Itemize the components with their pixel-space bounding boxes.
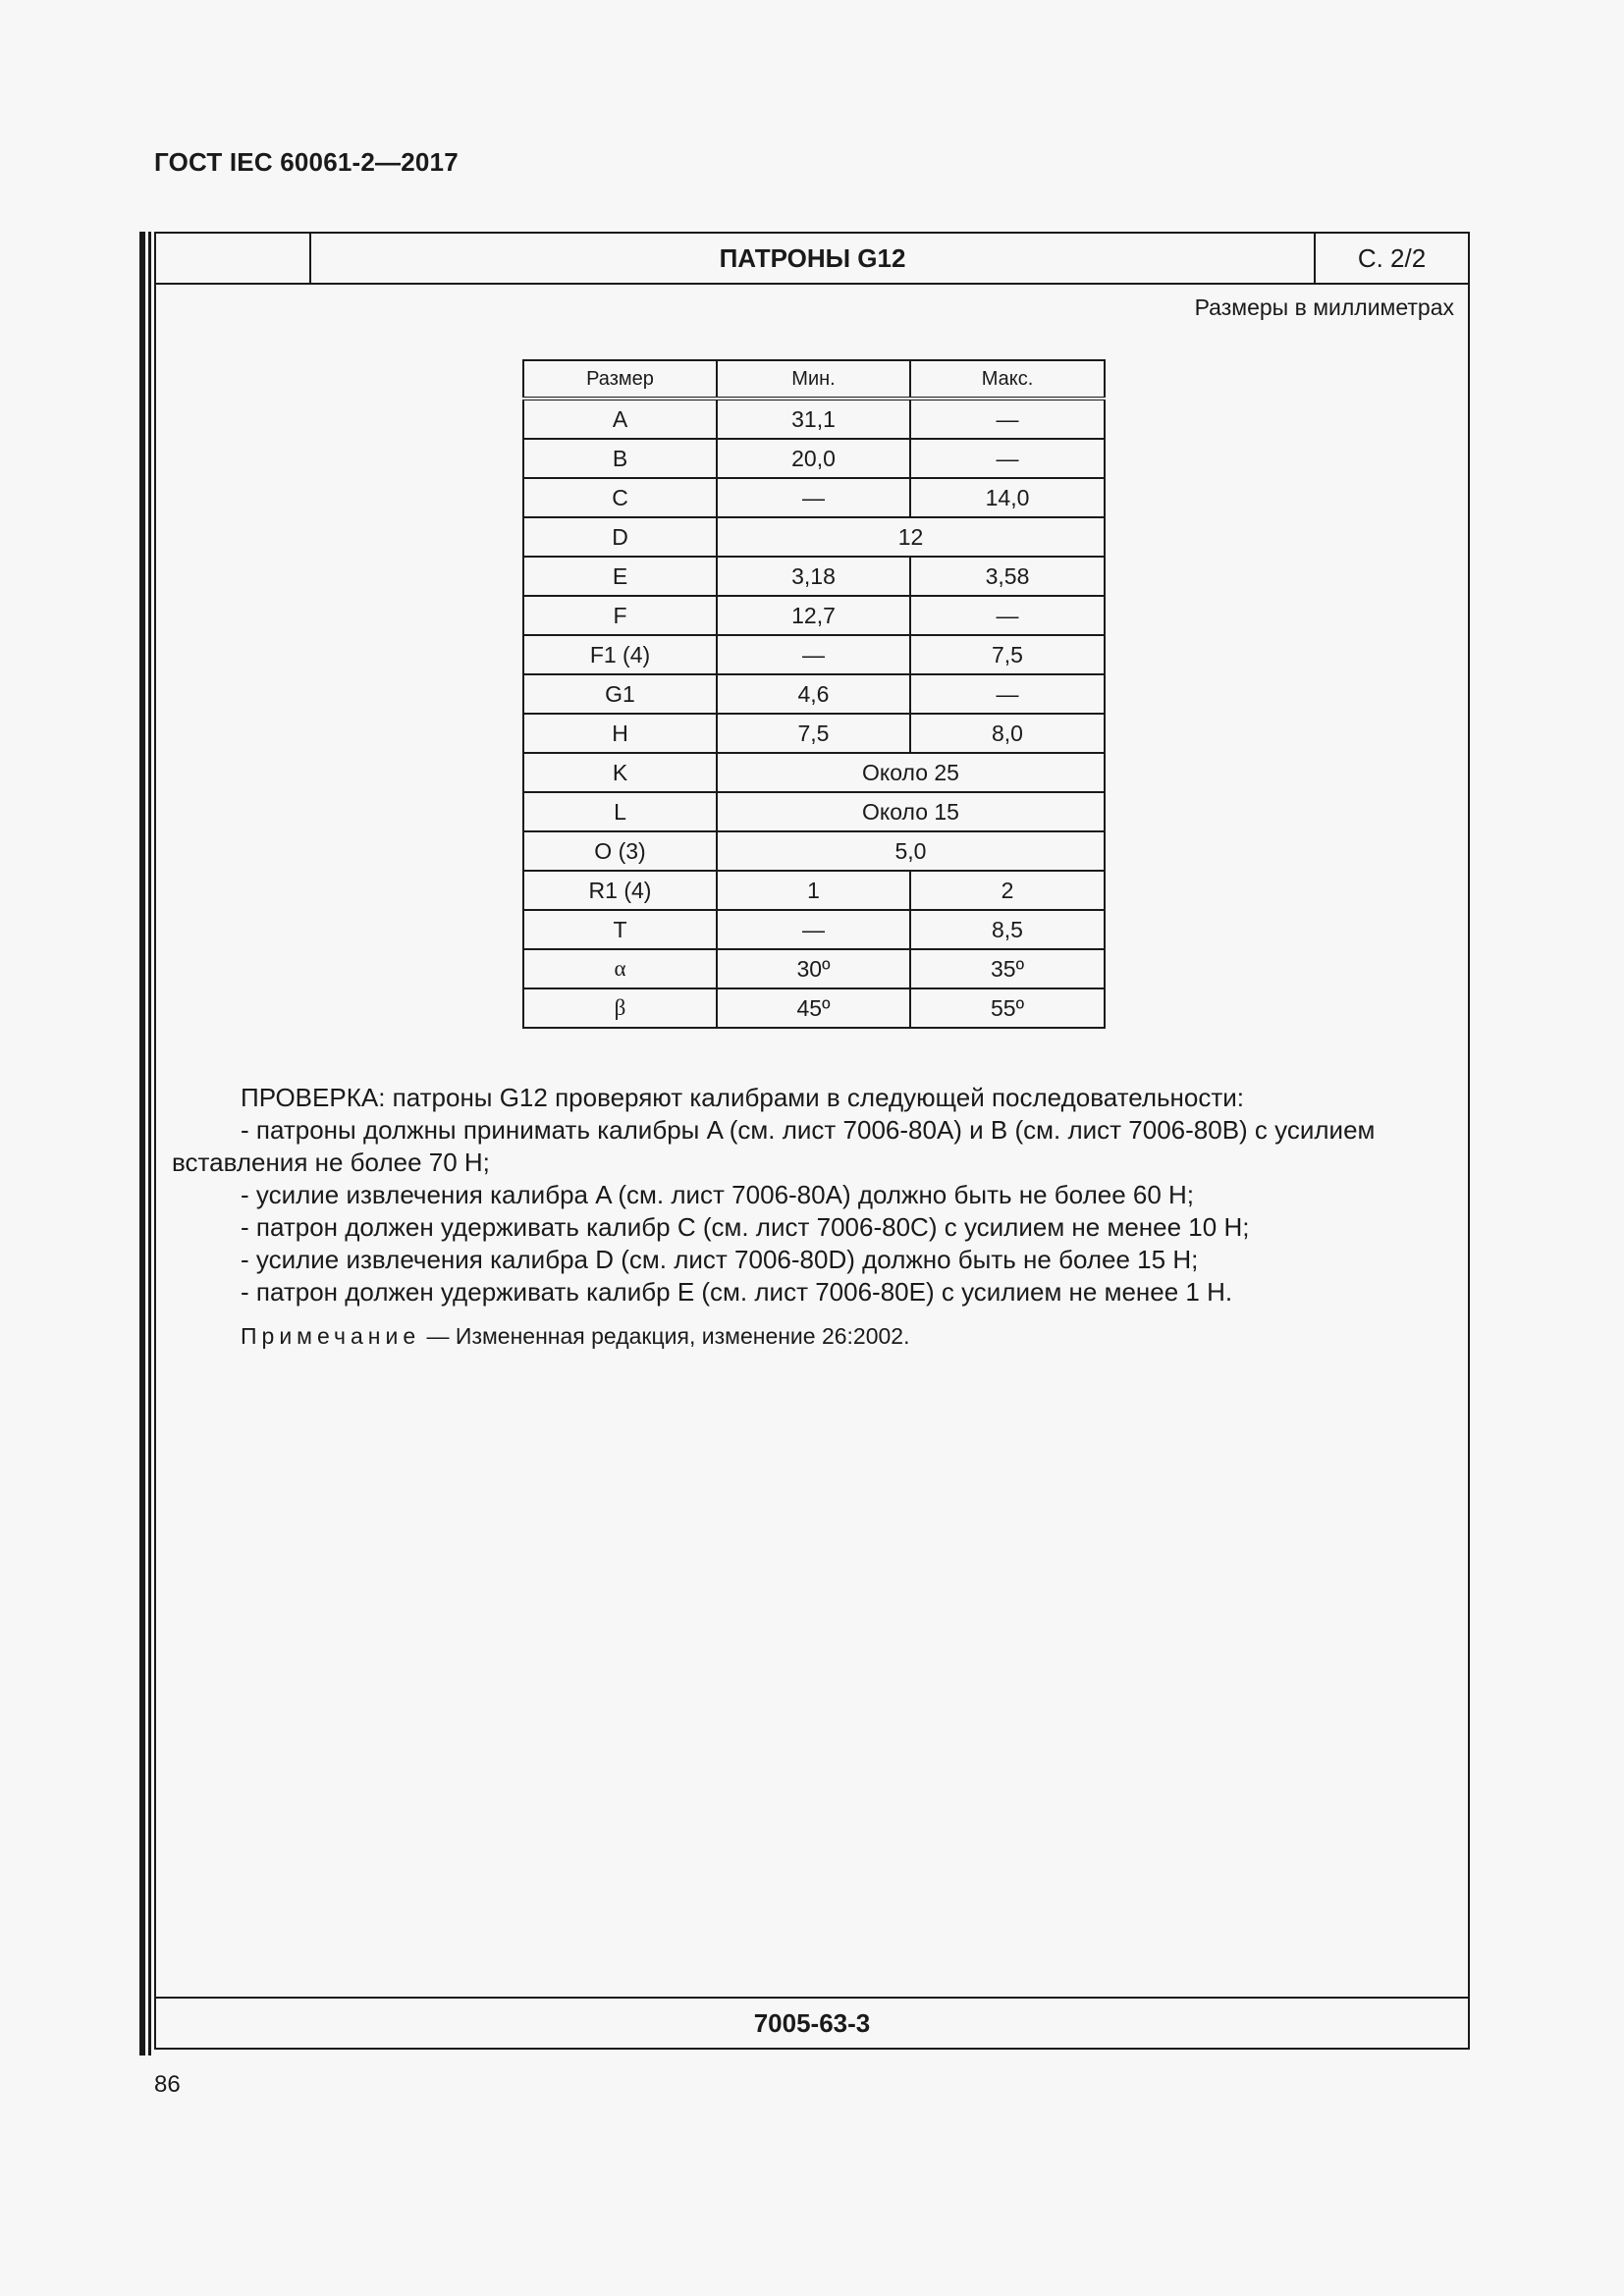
cell-size-name: G1 (523, 674, 717, 714)
cell-min: 4,6 (717, 674, 910, 714)
table-row (523, 674, 1105, 714)
cell-size-name: O (3) (523, 831, 717, 871)
header-min: Мин. (717, 360, 910, 399)
cell-max: — (910, 674, 1105, 714)
title-blank-cell (156, 234, 311, 283)
cell-min: — (717, 478, 910, 517)
cell-size-name: β (523, 988, 717, 1028)
standard-sheet (154, 232, 1470, 2050)
cell-max: 3,58 (910, 557, 1105, 596)
cell-max: 14,0 (910, 478, 1105, 517)
cell-size-name: C (523, 478, 717, 517)
table-header-row (523, 360, 1105, 399)
cell-max: 8,0 (910, 714, 1105, 753)
cell-min: 12,7 (717, 596, 910, 635)
cell-min: 31,1 (717, 399, 910, 439)
sheet-page-ref: С. 2/2 (1357, 242, 1427, 273)
cell-size-name: α (523, 949, 717, 988)
cell-max: 8,5 (910, 910, 1105, 949)
cell-max: — (910, 439, 1105, 478)
cell-value-span: 5,0 (717, 831, 1105, 871)
sheet-code: 7005-63-3 (156, 1997, 1468, 2048)
sheet-title-row (156, 234, 1468, 285)
table-row (523, 831, 1105, 871)
dimensions-table (522, 359, 1106, 1029)
table-row (523, 949, 1105, 988)
cell-max: 35º (910, 949, 1105, 988)
binding-bar-thick (139, 232, 145, 2056)
table-row (523, 439, 1105, 478)
cell-max: — (910, 596, 1105, 635)
note (172, 1320, 1460, 1353)
cell-min: 7,5 (717, 714, 910, 753)
table-row (523, 399, 1105, 439)
cell-value-span: Около 15 (717, 792, 1105, 831)
cell-min: 30º (717, 949, 910, 988)
note-text: — Измененная редакция, изменение 26:2002. (426, 1323, 910, 1349)
cell-value-span: 12 (717, 517, 1105, 557)
verification-item: - патрон должен удерживать калибр E (см. лист 7006-80E) с усилием не менее 1 Н. (241, 1277, 1233, 1307)
cell-max: 2 (910, 871, 1105, 910)
cell-min: 1 (717, 871, 910, 910)
page-number: 86 (154, 2071, 181, 2098)
cell-max: 7,5 (910, 635, 1105, 674)
units-note: Размеры в миллиметрах (1194, 294, 1454, 320)
cell-size-name: K (523, 753, 717, 792)
cell-value-span: Около 25 (717, 753, 1105, 792)
cell-size-name: H (523, 714, 717, 753)
table-row (523, 753, 1105, 792)
table-row (523, 635, 1105, 674)
table-row (523, 478, 1105, 517)
header-max: Макс. (910, 360, 1105, 399)
cell-min: — (717, 910, 910, 949)
cell-size-name: B (523, 439, 717, 478)
cell-min: — (717, 635, 910, 674)
cell-size-name: A (523, 399, 717, 439)
verification-item: - усилие извлечения калибра D (см. лист 7006-80D) должно быть не более 15 Н; (241, 1245, 1199, 1274)
table-row (523, 557, 1105, 596)
note-label: Примечание (241, 1323, 421, 1349)
verification-text (172, 1082, 1460, 1353)
cell-size-name: R1 (4) (523, 871, 717, 910)
cell-min: 20,0 (717, 439, 910, 478)
cell-size-name: F (523, 596, 717, 635)
table-row (523, 988, 1105, 1028)
cell-min: 45º (717, 988, 910, 1028)
cell-size-name: E (523, 557, 717, 596)
header-size: Размер (523, 360, 717, 399)
verification-item: - усилие извлечения калибра A (см. лист 7006-80A) должно быть не более 60 Н; (241, 1180, 1195, 1209)
table-row (523, 792, 1105, 831)
verification-item: - патрон должен удерживать калибр C (см. лист 7006-80C) с усилием не менее 10 Н; (241, 1212, 1250, 1242)
table-row (523, 871, 1105, 910)
table-row (523, 910, 1105, 949)
table-row (523, 517, 1105, 557)
cell-size-name: D (523, 517, 717, 557)
table-row (523, 596, 1105, 635)
cell-size-name: T (523, 910, 717, 949)
cell-size-name: F1 (4) (523, 635, 717, 674)
table-body (523, 399, 1105, 1028)
document-header: ГОСТ IEC 60061-2—2017 (154, 147, 459, 177)
cell-max: 55º (910, 988, 1105, 1028)
verification-intro: ПРОВЕРКА: патроны G12 проверяют калибрами в следующей последовательности: (241, 1083, 1245, 1112)
sheet-title: ПАТРОНЫ G12 (311, 234, 1316, 283)
cell-size-name: L (523, 792, 717, 831)
table-row (523, 714, 1105, 753)
verification-item: - патроны должны принимать калибры A (см. лист 7006-80A) и B (см. лист 7006-80B) с усилием вставления не более 70 Н; (172, 1115, 1376, 1177)
binding-bar-thin (148, 232, 151, 2056)
cell-min: 3,18 (717, 557, 910, 596)
cell-max: — (910, 399, 1105, 439)
